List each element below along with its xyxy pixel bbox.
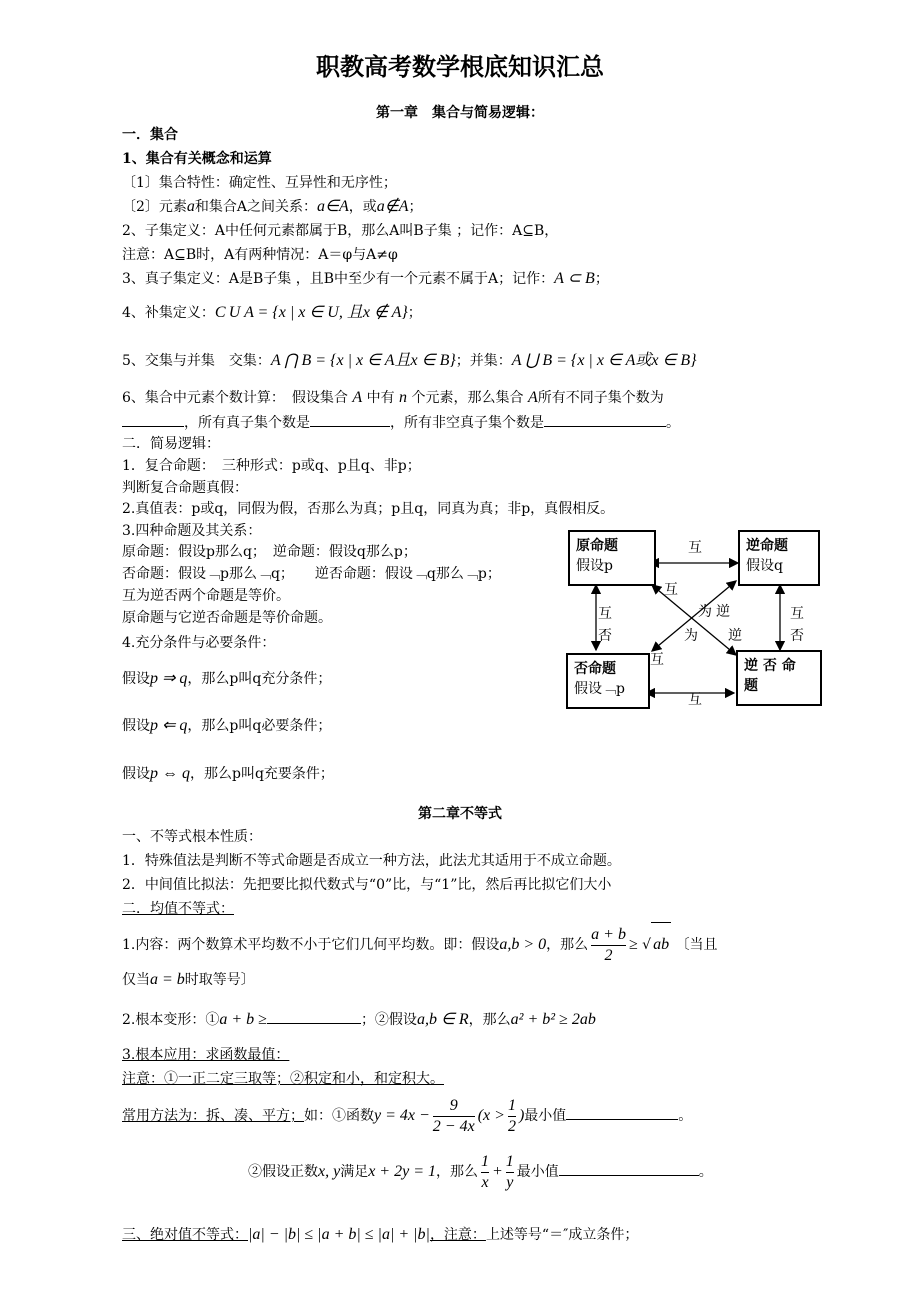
application-note: 注意：①一正二定三取等；②积定和小，和定积大。 <box>122 1071 444 1087</box>
text: 满足 <box>340 1164 369 1180</box>
inequality-properties-heading: 一、不等式根本性质： <box>122 829 262 845</box>
chapter-1-heading: 第一章 集合与简易逻辑： <box>376 105 544 121</box>
numerator: 1 <box>481 1152 489 1170</box>
section-sets-heading: 一．集合 <box>122 127 178 143</box>
label-right-1: 互 <box>790 606 804 622</box>
mean-inequality-heading: 二．均值不等式： <box>122 901 234 917</box>
label-right-2: 否 <box>790 628 804 644</box>
math: a² + b² ≥ 2ab <box>510 1011 596 1028</box>
absolute-value-inequality <box>122 1226 638 1244</box>
element-relation <box>122 198 422 216</box>
box-title: 逆 否 命 <box>744 658 796 674</box>
math: A <box>527 389 538 406</box>
denominator: y <box>506 1173 514 1191</box>
equivalence-note: 互为逆否两个命题是等价。 <box>122 588 290 604</box>
numerator: 9 <box>449 1096 458 1114</box>
subset-note: 注意：A⊆B时，A有两种情况：A＝φ与A≠φ <box>122 247 398 263</box>
text: 〔2〕元素 <box>122 199 187 215</box>
text: 假设 <box>122 766 150 782</box>
math: x + 2y = 1 <box>368 1163 436 1180</box>
label-diag-hu-1: 互 <box>664 582 678 598</box>
fraction <box>481 1152 489 1193</box>
math: x, y <box>318 1163 341 1180</box>
intersection-union <box>122 352 697 370</box>
text: ，那么p叫q充分条件； <box>187 671 332 687</box>
numerator: 1 <box>507 1096 516 1114</box>
text: ，那么 <box>436 1164 478 1180</box>
math: n <box>399 389 408 406</box>
equivalence-note-2: 原命题与它逆否命题是等价命题。 <box>122 610 332 626</box>
sets-concept-heading <box>122 150 272 168</box>
text: ，所有真子集个数是 <box>184 415 310 431</box>
text: 6、集合中元素个数计算： 假设集合 <box>122 390 348 406</box>
element-count <box>122 389 664 407</box>
text: 3、真子集定义：A是B子集 ，且B中至少有一个元素不属于A；记作： <box>122 271 555 287</box>
math: a <box>186 198 195 215</box>
numerator: 1 <box>505 1152 514 1170</box>
answer-blank[interactable] <box>559 1162 699 1176</box>
necessary-sufficient <box>122 765 334 783</box>
text: 个元素，那么集合 <box>411 390 524 406</box>
judge-compound: 判断复合命题真假： <box>122 480 248 496</box>
math: ≥ <box>628 936 638 953</box>
text: ，所有非空真子集个数是 <box>390 415 544 431</box>
label-diag-wei-1: 为 <box>698 604 712 620</box>
text: 1.内容：两个数算术平均数不小于它们几何平均数。即：假设 <box>122 937 500 953</box>
box-title: 逆命题 <box>746 538 788 554</box>
text: ，那么p叫q必要条件； <box>187 718 332 734</box>
intermediate-value-method: 2．中间值比拟法：先把要比拟代数式与“0”比，与“1”比，然后再比拟它们大小 <box>122 877 612 893</box>
text: 上述等号“＝″成立条件； <box>485 1227 639 1243</box>
math: a∈A <box>317 198 349 215</box>
text: 所有不同子集个数为 <box>537 390 664 406</box>
four-propositions: 3.四种命题及其关系： <box>122 523 262 539</box>
text: 5、交集与并集 交集： <box>122 353 271 369</box>
text: 仅当 <box>122 972 150 988</box>
box-title: 原命题 <box>576 538 618 554</box>
text: 和集合A之间关系： <box>194 199 318 215</box>
text: ，那么 <box>468 1012 511 1028</box>
box-sub: 假设p <box>576 558 613 574</box>
original-proposition-box <box>568 530 656 586</box>
text: 三、绝对值不等式： <box>122 1227 248 1243</box>
label-diag-wei-2: 为 <box>684 628 698 644</box>
text: 中有 <box>366 390 395 406</box>
text: 假设 <box>122 671 150 687</box>
denominator: 2 <box>507 1117 516 1135</box>
denominator: 2 − 4x <box>432 1117 475 1135</box>
label-left-2: 否 <box>598 628 612 644</box>
num: 1、集合有关概念和运算 <box>122 151 272 167</box>
mean-inequality-content-2 <box>122 971 255 989</box>
common-methods <box>122 1094 692 1138</box>
label-left-1: 互 <box>598 606 612 622</box>
basic-application: 3.根本应用：求函数最值： <box>122 1047 290 1063</box>
math: C U A = {x | x ∈ U, 且x ∉ A} <box>214 304 408 321</box>
text: ； <box>407 305 422 321</box>
necessary-condition <box>122 717 331 735</box>
denominator: x <box>481 1173 489 1191</box>
sets-properties: 〔1〕集合特性：确定性、互异性和无序性； <box>122 175 397 191</box>
math: a∉A <box>376 198 409 215</box>
math: y = 4x − <box>374 1107 430 1124</box>
math: p ⇐ q <box>150 717 188 734</box>
complement-definition <box>122 304 422 322</box>
text: 2.根本变形：① <box>122 1012 220 1028</box>
inverse-contrapositive: 否命题：假设﹁p那么﹁q； 逆否命题：假设﹁q那么﹁p； <box>122 566 501 582</box>
text: 4、补集定义： <box>122 305 215 321</box>
answer-blank[interactable] <box>566 1106 678 1120</box>
text: 时取等号〕 <box>184 972 255 988</box>
text: ，那么p叫q充要条件； <box>190 766 334 782</box>
math: p ⇒ q <box>150 670 188 687</box>
inverse-proposition-box <box>566 653 650 709</box>
section-logic-heading: 二．简易逻辑： <box>122 436 220 452</box>
sufficient-condition <box>122 670 331 688</box>
math: a,b > 0 <box>499 936 547 953</box>
text: 假设 <box>122 718 150 734</box>
contrapositive-proposition-box <box>736 650 822 706</box>
answer-blank[interactable] <box>267 1010 361 1024</box>
label-diag-ni-2: 逆 <box>728 628 742 644</box>
positive-numbers-example <box>248 1150 713 1194</box>
text: 〔当且 <box>675 937 718 953</box>
text: ；并集： <box>455 353 512 369</box>
math: a = b <box>150 971 185 988</box>
math: (x > <box>477 1107 505 1124</box>
original-converse: 原命题：假设p那么q； 逆命题：假设q那么p； <box>122 544 417 560</box>
label-diag-hu-2: 互 <box>650 652 664 668</box>
math: ) <box>518 1107 525 1124</box>
chapter-2-heading: 第二章不等式 <box>418 806 502 822</box>
math: A ⋃ B = {x | x ∈ A或x ∈ B} <box>511 352 697 369</box>
page-title: 职教高考数学根底知识汇总 <box>316 53 604 81</box>
text: 常用方法为：拆、凑、平方； <box>122 1108 304 1124</box>
compound-proposition: 1．复合命题： 三种形式：p或q、p且q、非p； <box>122 458 421 474</box>
converse-proposition-box <box>738 530 820 586</box>
box-title-2: 题 <box>744 678 758 694</box>
basic-transform <box>122 1010 596 1029</box>
mean-inequality-content: 1.内容：两个数算术平均数不小于它们几何平均数。即：假设a,b > 0，那么 $\frac{a + b}{2}$ ≥ √ ab 〔当且 <box>122 922 718 967</box>
denominator: 2 <box>591 945 626 966</box>
math: A ⊂ B <box>554 270 595 287</box>
subset-definition: 2、子集定义：A中任何元素都属于B，那么A叫B子集 ；记作：A⊆B， <box>122 223 559 239</box>
text: ，那么 <box>546 937 589 953</box>
element-count-blanks <box>122 413 680 432</box>
proper-subset-definition <box>122 270 609 288</box>
math: a + b ≥ <box>219 1011 267 1028</box>
math: a,b ∈ R <box>416 1011 469 1028</box>
math: A <box>352 389 363 406</box>
sqrt: ab <box>651 922 671 967</box>
math: p ⇔ q <box>150 765 190 782</box>
text: 。 <box>698 1164 713 1180</box>
answer-blank[interactable] <box>310 413 390 427</box>
numerator: a + b <box>591 925 626 943</box>
label-diag-ni-1: 逆 <box>716 604 730 620</box>
text: ，注意： <box>429 1227 486 1243</box>
label-top: 互 <box>688 540 702 556</box>
text: ，或 <box>348 199 377 215</box>
text: ；②假设 <box>360 1012 417 1028</box>
fraction <box>506 1152 514 1193</box>
truth-table: 2.真值表：p或q，同假为假，否那么为真；p且q，同真为真；非p，真假相反。 <box>122 501 615 517</box>
text: 最小值 <box>516 1164 559 1180</box>
text: 最小值 <box>524 1108 567 1124</box>
math: |a| − |b| ≤ |a + b| ≤ |a| + |b| <box>248 1226 430 1243</box>
text: ； <box>594 271 609 287</box>
text: 。 <box>666 415 680 431</box>
text: ②假设正数 <box>248 1164 318 1180</box>
box-title: 否命题 <box>574 661 616 677</box>
text: ； <box>408 199 423 215</box>
special-value-method: 1．特殊值法是判断不等式命题是否成立一种方法，此法尤其适用于不成立命题。 <box>122 853 621 869</box>
answer-blank[interactable] <box>544 413 666 427</box>
answer-blank[interactable] <box>122 413 184 427</box>
fraction <box>433 1096 475 1137</box>
label-bottom: 互 <box>688 692 702 708</box>
text: 如：①函数 <box>304 1108 374 1124</box>
box-sub: 假设﹁p <box>574 681 625 697</box>
math: + <box>492 1163 503 1180</box>
math: A ⋂ B = {x | x ∈ A且x ∈ B} <box>270 352 456 369</box>
conditions-heading: 4.充分条件与必要条件： <box>122 635 276 651</box>
fraction <box>508 1096 516 1137</box>
text: 。 <box>678 1108 693 1124</box>
fraction <box>591 925 626 966</box>
box-sub: 假设q <box>746 558 783 574</box>
